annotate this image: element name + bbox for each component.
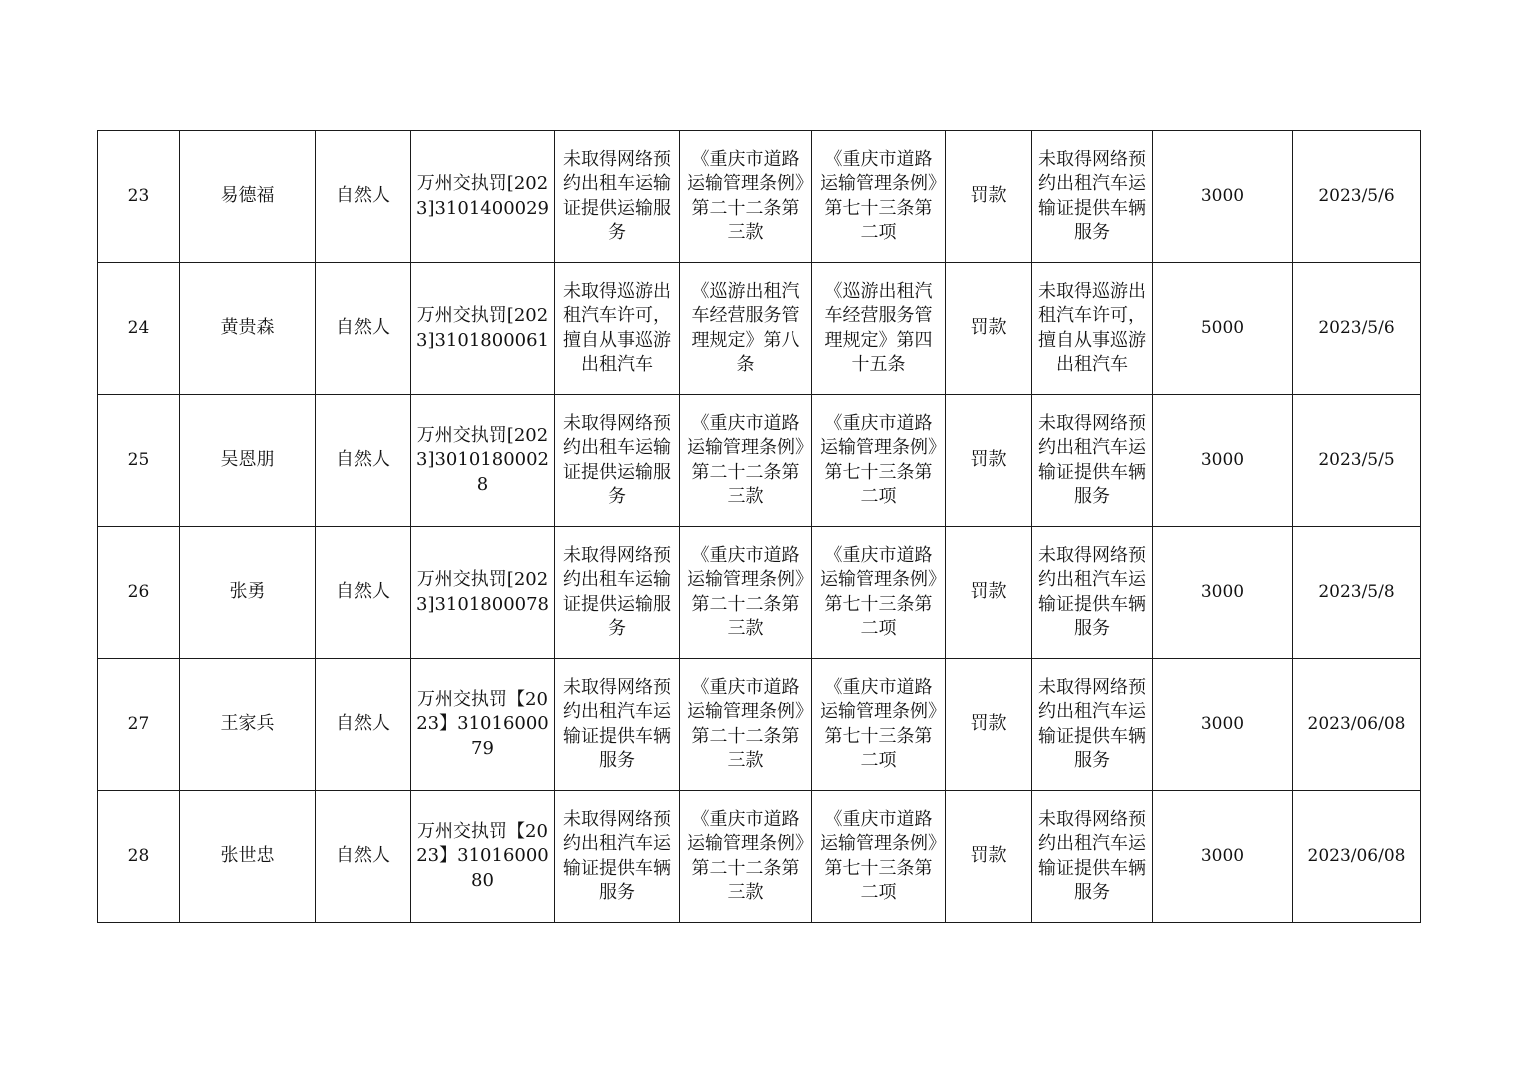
- penalty-type-cell: 罚款: [946, 791, 1032, 923]
- penalty-type-cell: 罚款: [946, 659, 1032, 791]
- penalty-amount-cell: 3000: [1153, 659, 1293, 791]
- decision-date-cell: 2023/5/8: [1293, 527, 1421, 659]
- penalty-content-cell: 未取得网络预约出租汽车运输证提供车辆服务: [1032, 659, 1153, 791]
- table-row: [98, 791, 1421, 923]
- penalty-type-cell: 罚款: [946, 263, 1032, 395]
- decision-number-cell: 万州交执罚[2023]3101800078: [411, 527, 555, 659]
- table-row: [98, 527, 1421, 659]
- decision-date-cell: 2023/06/08: [1293, 659, 1421, 791]
- penalty-type-cell: 罚款: [946, 131, 1032, 263]
- basis-violated-cell: 《重庆市道路运输管理条例》第二十二条第三款: [680, 131, 812, 263]
- party-name-cell: 张勇: [180, 527, 316, 659]
- penalty-amount-cell: 5000: [1153, 263, 1293, 395]
- basis-violated-cell: 《重庆市道路运输管理条例》第二十二条第三款: [680, 791, 812, 923]
- penalty-amount-cell: 3000: [1153, 791, 1293, 923]
- party-type-cell: 自然人: [316, 527, 411, 659]
- penalty-content-cell: 未取得网络预约出租汽车运输证提供车辆服务: [1032, 395, 1153, 527]
- penalty-amount-cell: 3000: [1153, 131, 1293, 263]
- penalty-type-cell: 罚款: [946, 527, 1032, 659]
- basis-violated-cell: 《巡游出租汽车经营服务管理规定》第八条: [680, 263, 812, 395]
- table-row: [98, 395, 1421, 527]
- basis-penalty-cell: 《重庆市道路运输管理条例》第七十三条第二项: [812, 395, 946, 527]
- decision-number-cell: 万州交执罚[2023]3101400029: [411, 131, 555, 263]
- basis-penalty-cell: 《巡游出租汽车经营服务管理规定》第四十五条: [812, 263, 946, 395]
- penalty-content-cell: 未取得巡游出租汽车许可，擅自从事巡游出租汽车: [1032, 263, 1153, 395]
- basis-penalty-cell: 《重庆市道路运输管理条例》第七十三条第二项: [812, 659, 946, 791]
- row-index-cell: 28: [98, 791, 180, 923]
- party-name-cell: 易德福: [180, 131, 316, 263]
- row-index-cell: 23: [98, 131, 180, 263]
- penalty-content-cell: 未取得网络预约出租汽车运输证提供车辆服务: [1032, 791, 1153, 923]
- penalty-content-cell: 未取得网络预约出租汽车运输证提供车辆服务: [1032, 527, 1153, 659]
- decision-number-cell: 万州交执罚【2023】3101600079: [411, 659, 555, 791]
- violation-cell: 未取得网络预约出租车运输证提供运输服务: [555, 131, 680, 263]
- basis-violated-cell: 《重庆市道路运输管理条例》第二十二条第三款: [680, 659, 812, 791]
- decision-date-cell: 2023/5/6: [1293, 263, 1421, 395]
- party-type-cell: 自然人: [316, 131, 411, 263]
- decision-number-cell: 万州交执罚【2023】3101600080: [411, 791, 555, 923]
- violation-cell: 未取得网络预约出租汽车运输证提供车辆服务: [555, 659, 680, 791]
- table-row: [98, 263, 1421, 395]
- party-type-cell: 自然人: [316, 395, 411, 527]
- penalty-content-cell: 未取得网络预约出租汽车运输证提供车辆服务: [1032, 131, 1153, 263]
- party-name-cell: 王家兵: [180, 659, 316, 791]
- row-index-cell: 24: [98, 263, 180, 395]
- row-index-cell: 27: [98, 659, 180, 791]
- basis-violated-cell: 《重庆市道路运输管理条例》第二十二条第三款: [680, 395, 812, 527]
- basis-violated-cell: 《重庆市道路运输管理条例》第二十二条第三款: [680, 527, 812, 659]
- basis-penalty-cell: 《重庆市道路运输管理条例》第七十三条第二项: [812, 527, 946, 659]
- penalty-records-table: [97, 130, 1421, 923]
- penalty-amount-cell: 3000: [1153, 395, 1293, 527]
- decision-date-cell: 2023/5/6: [1293, 131, 1421, 263]
- row-index-cell: 26: [98, 527, 180, 659]
- party-name-cell: 黄贵森: [180, 263, 316, 395]
- violation-cell: 未取得巡游出租汽车许可，擅自从事巡游出租汽车: [555, 263, 680, 395]
- party-type-cell: 自然人: [316, 263, 411, 395]
- basis-penalty-cell: 《重庆市道路运输管理条例》第七十三条第二项: [812, 131, 946, 263]
- violation-cell: 未取得网络预约出租汽车运输证提供车辆服务: [555, 791, 680, 923]
- violation-cell: 未取得网络预约出租车运输证提供运输服务: [555, 527, 680, 659]
- decision-number-cell: 万州交执罚[2023]30101800028: [411, 395, 555, 527]
- decision-number-cell: 万州交执罚[2023]3101800061: [411, 263, 555, 395]
- party-type-cell: 自然人: [316, 791, 411, 923]
- basis-penalty-cell: 《重庆市道路运输管理条例》第七十三条第二项: [812, 791, 946, 923]
- party-type-cell: 自然人: [316, 659, 411, 791]
- table-row: [98, 131, 1421, 263]
- table-row: [98, 659, 1421, 791]
- violation-cell: 未取得网络预约出租车运输证提供运输服务: [555, 395, 680, 527]
- row-index-cell: 25: [98, 395, 180, 527]
- party-name-cell: 张世忠: [180, 791, 316, 923]
- penalty-amount-cell: 3000: [1153, 527, 1293, 659]
- penalty-type-cell: 罚款: [946, 395, 1032, 527]
- decision-date-cell: 2023/06/08: [1293, 791, 1421, 923]
- party-name-cell: 吴恩朋: [180, 395, 316, 527]
- table-body: [98, 131, 1421, 923]
- decision-date-cell: 2023/5/5: [1293, 395, 1421, 527]
